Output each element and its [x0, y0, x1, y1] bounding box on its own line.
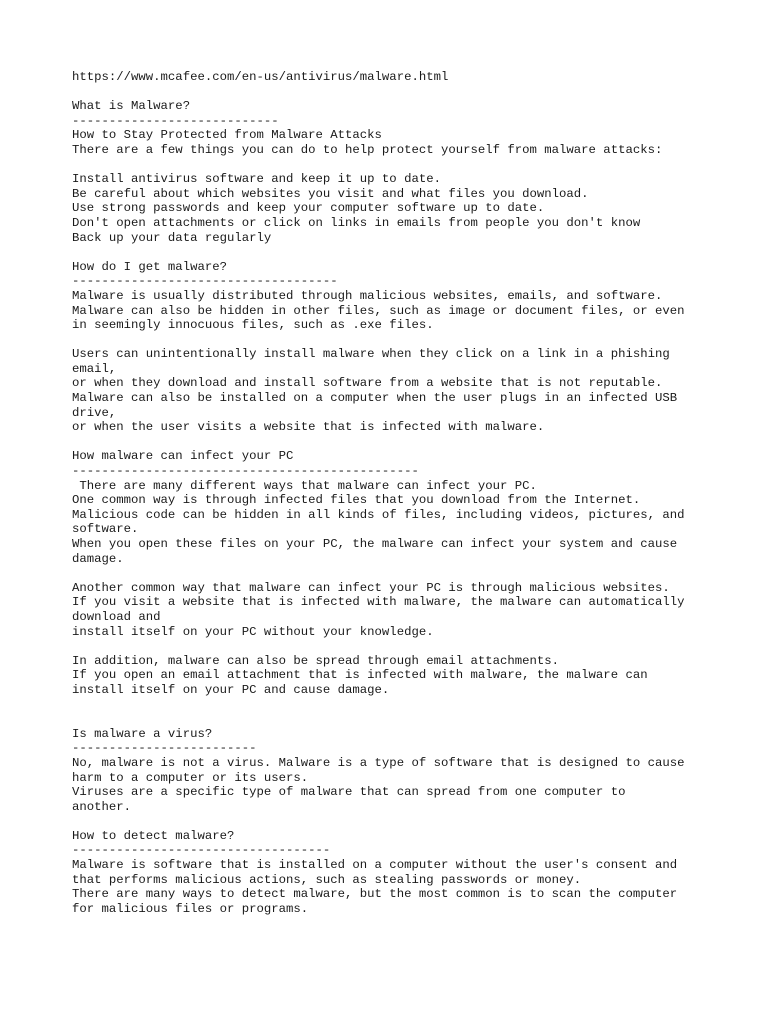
document-page [72, 70, 732, 916]
text-line: that performs malicious actions, such as stealing passwords or money. [72, 872, 582, 887]
text-line: for malicious files or programs. [72, 901, 309, 916]
heading-underline: ------------------------- [72, 741, 257, 756]
text-line: drive, [72, 405, 117, 420]
text-line: harm to a computer or its users. [72, 770, 309, 785]
blank-line [72, 435, 732, 450]
text-line: Malicious code can be hidden in all kinds of files, including videos, pictures, and [72, 507, 685, 522]
text-line: Malware is usually distributed through malicious websites, emails, and software. [72, 288, 663, 303]
blank-line [72, 566, 732, 581]
blank-line [72, 712, 732, 727]
section-heading: How malware can infect your PC [72, 449, 294, 464]
text-line: Malware is software that is installed on a computer without the user's consent and [72, 858, 678, 873]
heading-underline: ------------------------------------ [72, 274, 338, 289]
text-line: Malware can also be hidden in other files, such as image or document files, or even [72, 303, 685, 318]
list-item: Be careful about which websites you visit and what files you download. [72, 186, 589, 201]
list-item: Install antivirus software and keep it up to date. [72, 172, 441, 187]
text-line: When you open these files on your PC, the malware can infect your system and cause [72, 537, 678, 551]
section-heading: How do I get malware? [72, 259, 227, 274]
text-line: If you visit a website that is infected with malware, the malware can automatically [72, 595, 685, 610]
blank-line [72, 814, 732, 829]
text-line: No, malware is not a virus. Malware is a type of software that is designed to cause [72, 755, 685, 770]
section-heading: What is Malware? [72, 99, 191, 114]
text-line: Users can unintentionally install malware when they click on a link in a phishing [72, 347, 670, 362]
text-line: install itself on your PC and cause damage. [72, 682, 390, 697]
text-line: another. [72, 799, 132, 814]
heading-underline: ---------------------------- [72, 113, 279, 128]
heading-underline: ----------------------------------------------- [72, 464, 419, 479]
list-item: Don't open attachments or click on links in emails from people you don't know [72, 215, 641, 230]
text-line: Viruses are a specific type of malware that can spread from one computer to [72, 785, 626, 800]
text-line: There are many different ways that malware can infect your PC. [72, 478, 537, 493]
text-line: One common way is through infected files that you download from the Internet. [72, 493, 641, 508]
text-line: Malware can also be installed on a computer when the user plugs in an infected USB [72, 391, 678, 406]
text-line: In addition, malware can also be spread through email attachments. [72, 653, 560, 668]
subheading: How to Stay Protected from Malware Attacks [72, 128, 382, 143]
text-line: damage. [72, 551, 124, 566]
text-line: download and [72, 609, 161, 624]
text-line: in seemingly innocuous files, such as .exe files. [72, 318, 434, 333]
section-heading: How to detect malware? [72, 828, 235, 843]
text-line: or when the user visits a website that is infected with malware. [72, 420, 545, 435]
heading-underline: ----------------------------------- [72, 843, 331, 858]
section-heading: Is malware a virus? [72, 726, 213, 741]
text-line: software. [72, 522, 139, 537]
text-line: There are many ways to detect malware, but the most common is to scan the computer [72, 887, 678, 902]
text-line: or when they download and install software from a website that is not reputable. [72, 376, 663, 391]
text-line: There are a few things you can do to help protect yourself from malware attacks: [72, 142, 663, 157]
list-item: Back up your data regularly [72, 230, 272, 245]
blank-line [72, 333, 732, 348]
blank-line [72, 245, 732, 260]
blank-line [72, 698, 732, 713]
text-line: install itself on your PC without your knowledge. [72, 624, 434, 639]
source-url: https://www.mcafee.com/en-us/antivirus/malware.html [72, 70, 449, 84]
list-item: Use strong passwords and keep your computer software up to date. [72, 201, 545, 216]
blank-line [72, 85, 732, 100]
blank-line [72, 158, 732, 173]
text-line: Another common way that malware can infect your PC is through malicious websites. [72, 580, 670, 595]
text-line: If you open an email attachment that is infected with malware, the malware can [72, 668, 648, 683]
blank-line [72, 639, 732, 654]
text-line: email, [72, 361, 117, 376]
